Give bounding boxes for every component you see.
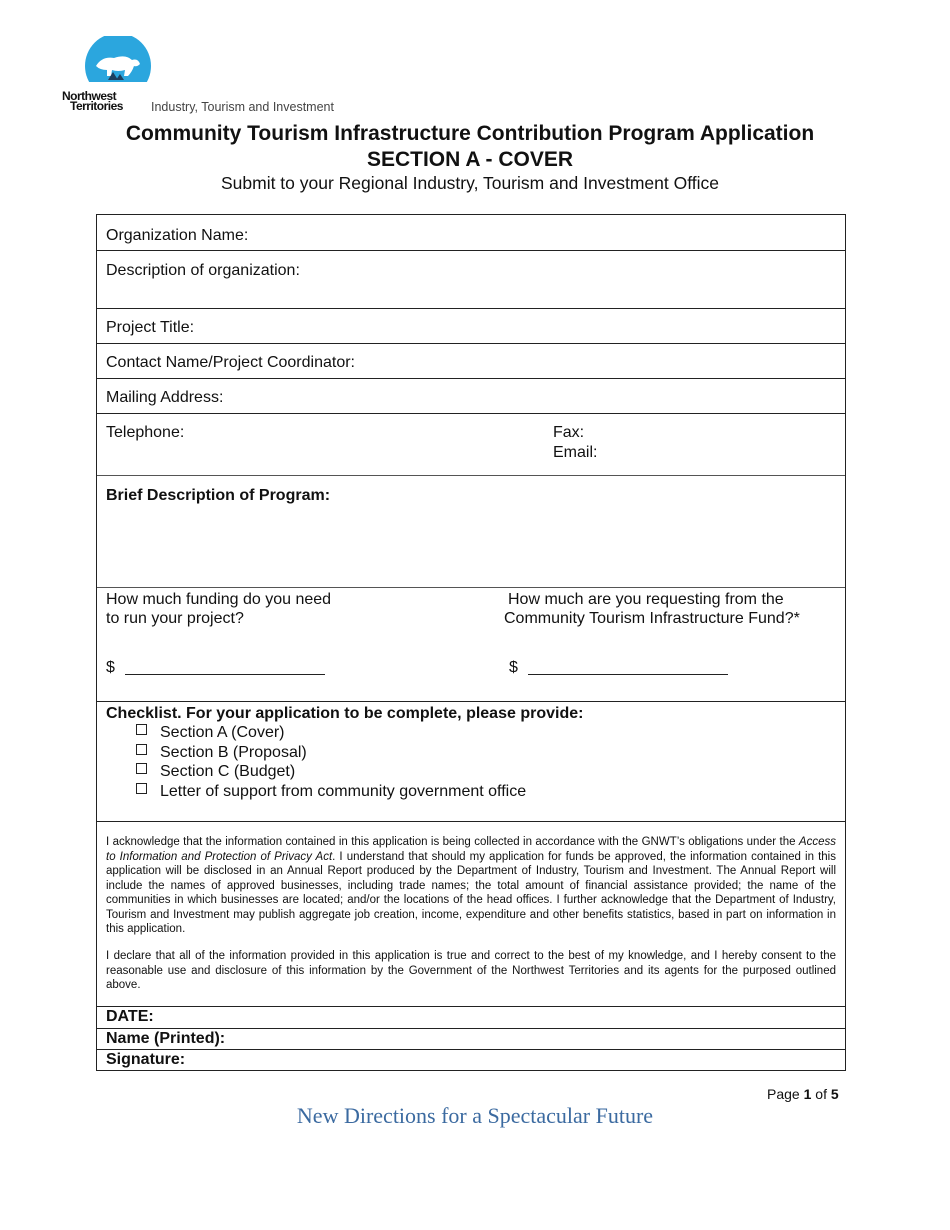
consent-section bbox=[97, 822, 845, 1007]
telephone-label[interactable]: Telephone: bbox=[106, 424, 185, 441]
fax-label[interactable]: Fax: bbox=[553, 424, 585, 441]
privacy-text-after: . I understand that should my application for funds be approved, the information contained in this application will be disclosed in an Annual Report produced by the Department of Industry, Tourism and Investment. The Annual Report will include the names of approved businesses, including trade names; the total amount of financial assistance provided; the name of the communities in which businesses are located; and/or the locations of the head offices. I further acknowledge that the Department of Industry, Tourism and Investment may publish aggregate job creation, income, expenditure and other benefits statistics, based in part on information in this application. bbox=[106, 850, 836, 935]
description-field[interactable] bbox=[97, 251, 845, 309]
funding-need-line2: to run your project? bbox=[106, 610, 244, 627]
project-title-label: Project Title: bbox=[106, 319, 195, 336]
logo-department: Industry, Tourism and Investment bbox=[151, 100, 334, 114]
page-number bbox=[767, 1086, 839, 1103]
checkbox-icon[interactable] bbox=[136, 763, 147, 774]
page-total: 5 bbox=[830, 1086, 839, 1102]
checklist-item[interactable] bbox=[136, 723, 285, 743]
checkbox-icon[interactable] bbox=[136, 744, 147, 755]
page-label: Page bbox=[767, 1086, 800, 1102]
page-title: Community Tourism Infrastructure Contribution Program Application bbox=[125, 122, 815, 145]
page-of: of bbox=[815, 1086, 827, 1102]
funding-row bbox=[97, 588, 845, 702]
funding-need-currency: $ bbox=[106, 659, 115, 676]
contact-label: Contact Name/Project Coordinator: bbox=[106, 354, 355, 371]
name-printed-label: Name (Printed): bbox=[106, 1030, 226, 1047]
funding-request-currency: $ bbox=[509, 659, 518, 676]
checkbox-icon[interactable] bbox=[136, 724, 147, 735]
checklist-item[interactable] bbox=[136, 743, 307, 763]
application-form bbox=[96, 214, 846, 1071]
brief-description-label: Brief Description of Program: bbox=[106, 487, 331, 504]
funding-request-line2: Community Tourism Infrastructure Fund?* bbox=[504, 610, 800, 627]
mailing-address-field[interactable] bbox=[97, 379, 845, 414]
checklist-section bbox=[97, 702, 845, 822]
checklist-item-label: Section B (Proposal) bbox=[160, 744, 307, 761]
logo-org-line1: Northwest bbox=[62, 89, 117, 103]
phone-contact-row bbox=[97, 414, 845, 476]
page-subtitle: Submit to your Regional Industry, Tourism and Investment Office bbox=[220, 173, 719, 193]
page-current: 1 bbox=[803, 1086, 812, 1102]
signature-label: Signature: bbox=[106, 1051, 186, 1068]
gnwt-logo bbox=[62, 36, 362, 116]
organization-name-field[interactable] bbox=[97, 215, 845, 251]
funding-need-input[interactable] bbox=[125, 674, 325, 675]
checklist-item[interactable] bbox=[136, 762, 295, 782]
polar-bear-logo-icon bbox=[82, 36, 152, 94]
section-title: SECTION A - COVER bbox=[366, 148, 574, 171]
checklist-item-label: Section A (Cover) bbox=[160, 724, 285, 741]
date-label: DATE: bbox=[106, 1008, 154, 1025]
privacy-act-name: Access to Information and Protection of Privacy Act bbox=[106, 836, 836, 863]
funding-request-input[interactable] bbox=[528, 674, 728, 675]
privacy-acknowledgement bbox=[106, 835, 836, 937]
checklist-heading: Checklist. For your application to be complete, please provide: bbox=[106, 705, 584, 722]
footer-slogan: New Directions for a Spectacular Future bbox=[296, 1103, 654, 1128]
brief-description-field[interactable] bbox=[97, 476, 845, 588]
funding-need-line1: How much funding do you need bbox=[106, 591, 332, 608]
mailing-address-label: Mailing Address: bbox=[106, 389, 224, 406]
project-title-field[interactable] bbox=[97, 309, 845, 344]
privacy-text-before: I acknowledge that the information contained in this application is being collected in accordance with the GNWT’s obligations under the bbox=[106, 836, 799, 848]
checklist-item[interactable] bbox=[136, 782, 526, 802]
email-label[interactable]: Email: bbox=[553, 444, 598, 461]
logo-org-line2: Territories bbox=[70, 99, 123, 113]
name-printed-field[interactable] bbox=[97, 1028, 845, 1049]
description-label: Description of organization: bbox=[106, 262, 300, 279]
checklist-item-label: Letter of support from community government office bbox=[160, 783, 527, 800]
organization-name-label: Organization Name: bbox=[106, 227, 249, 244]
declaration-text: I declare that all of the information provided in this application is true and correct to the best of my knowledge, and I hereby consent to the reasonable use and disclosure of this information by the Government of the Northwest Territories and its agents for the purposed outlined above. bbox=[106, 950, 836, 991]
checklist-item-label: Section C (Budget) bbox=[160, 763, 296, 780]
contact-field[interactable] bbox=[97, 344, 845, 379]
signature-field[interactable] bbox=[97, 1049, 845, 1070]
funding-request-line1: How much are you requesting from the bbox=[508, 591, 784, 608]
date-field[interactable] bbox=[97, 1006, 845, 1028]
checkbox-icon[interactable] bbox=[136, 783, 147, 794]
